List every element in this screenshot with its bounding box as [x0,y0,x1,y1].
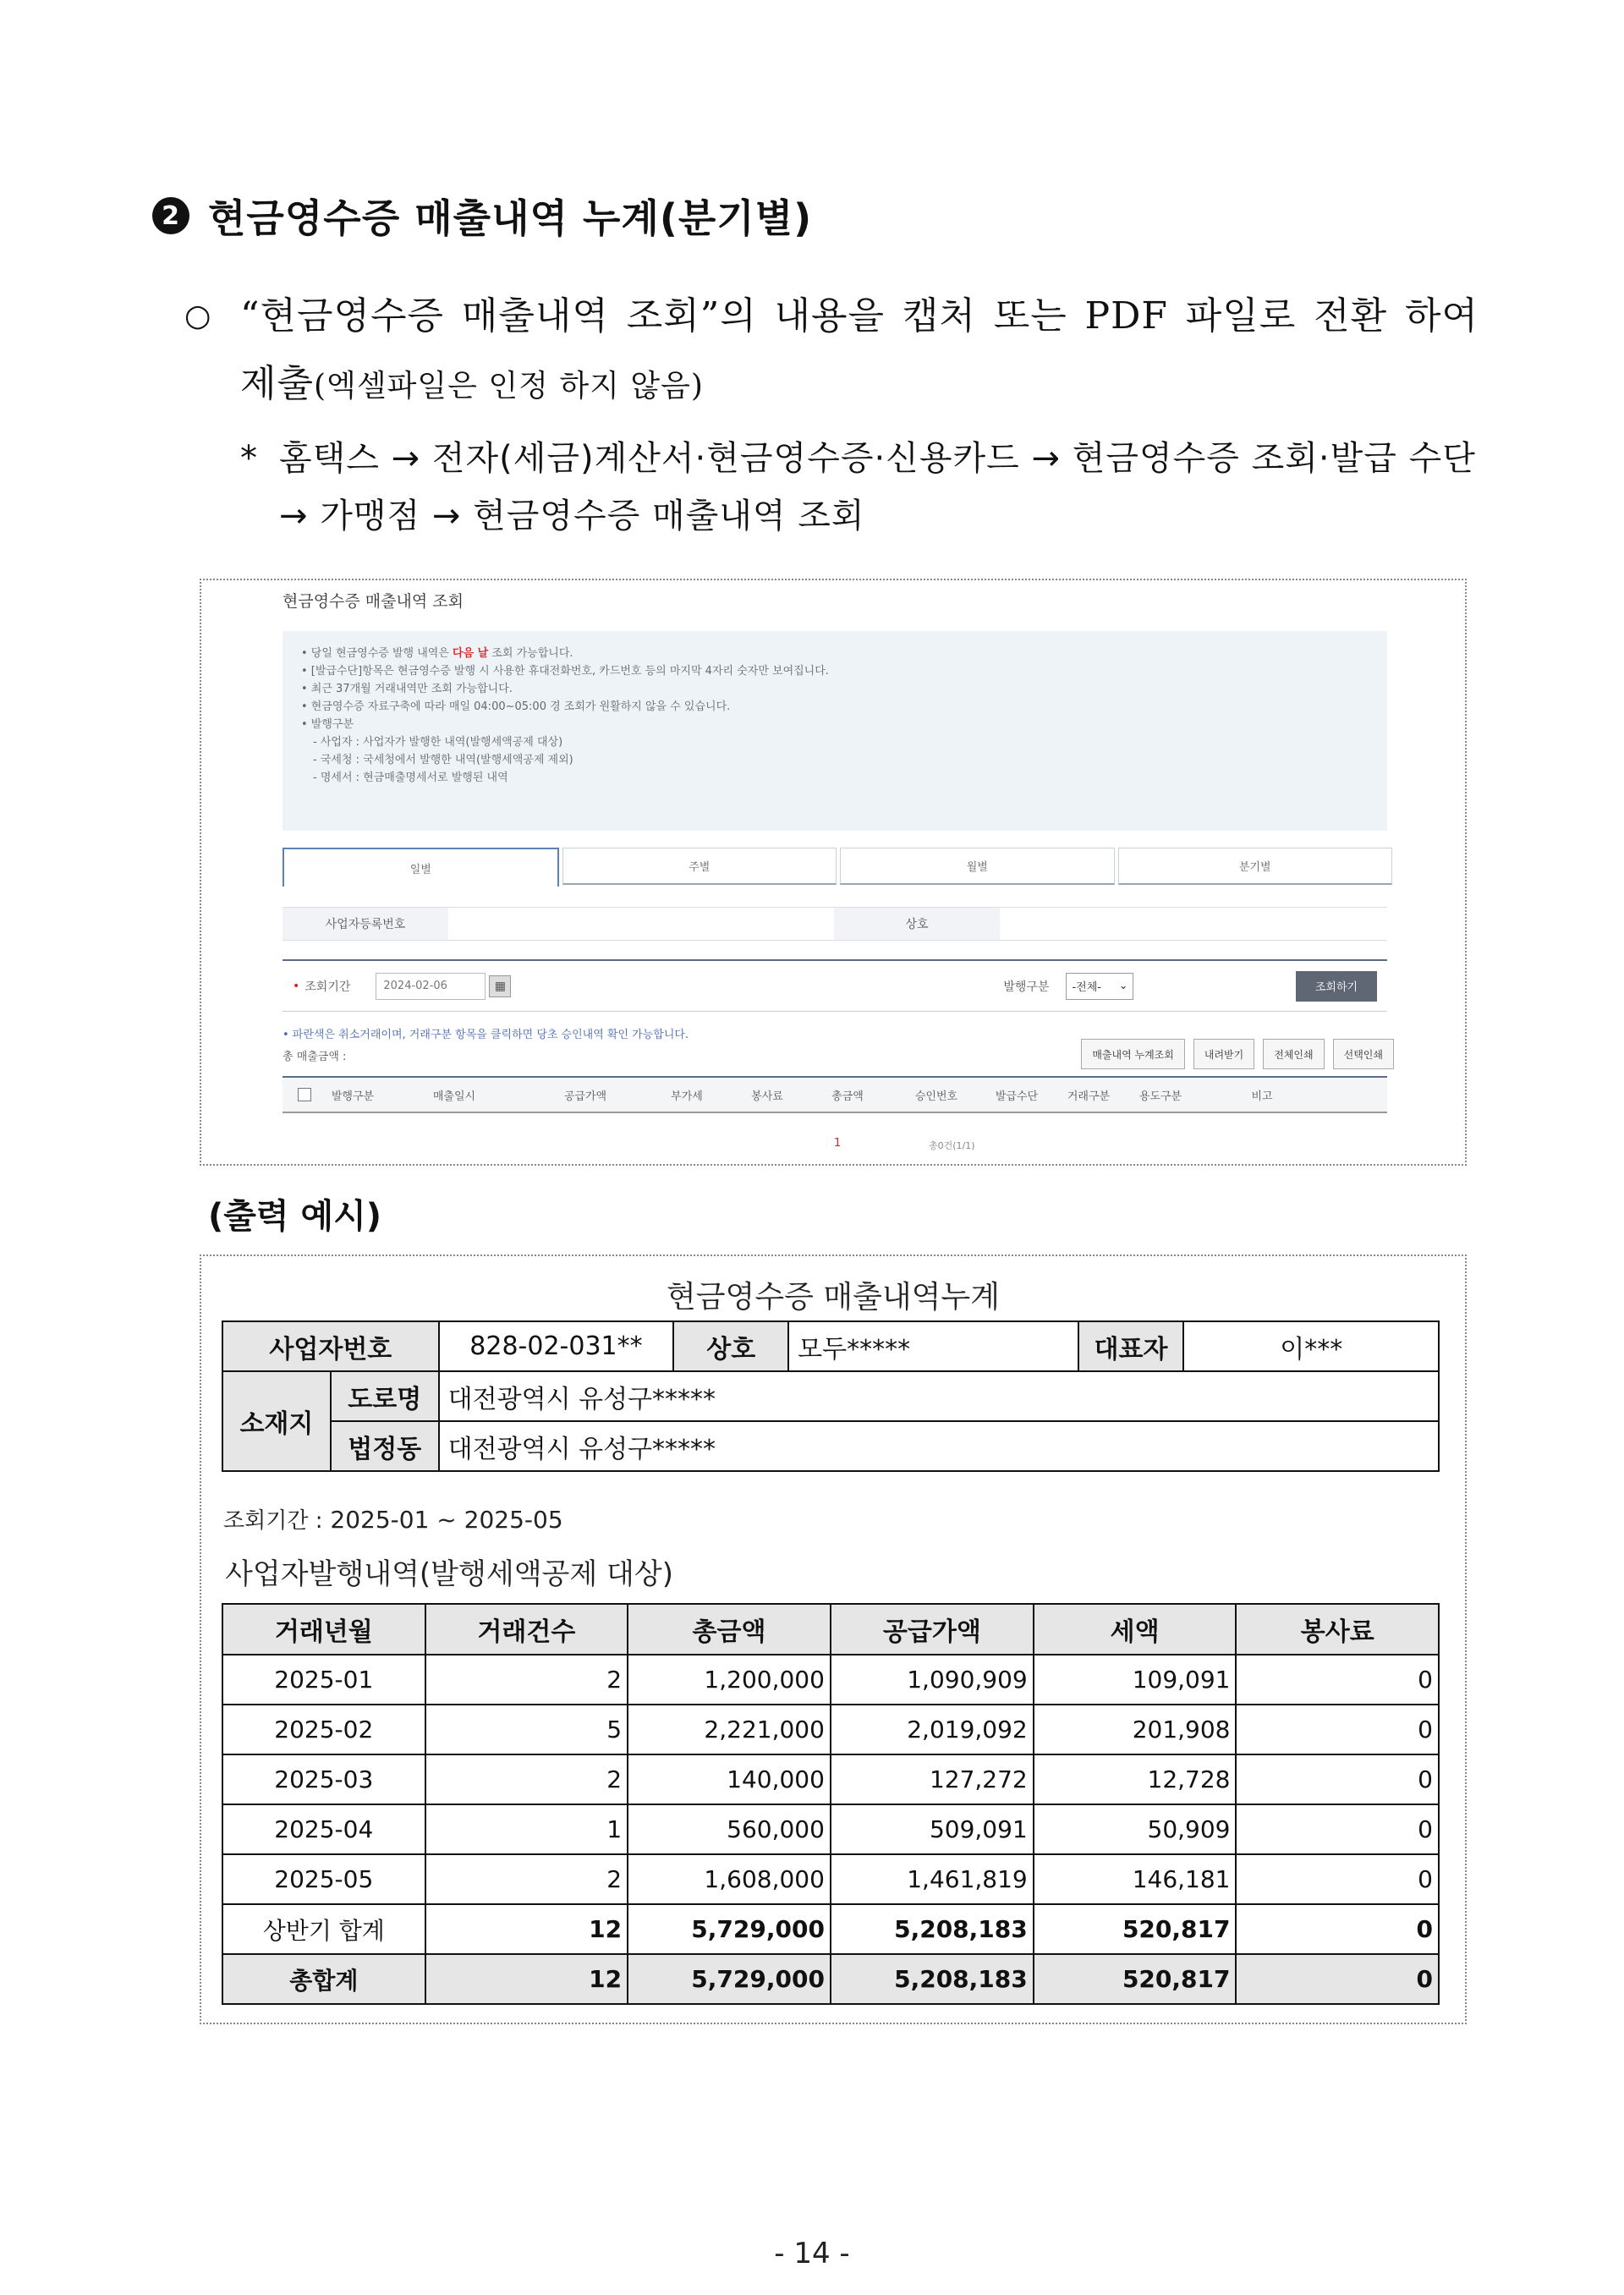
column-header: 거래구분 [1067,1090,1111,1103]
notice-line: • 최근 37개월 거래내역만 조회 가능합니다. [301,683,513,695]
column-header: 비고 [1251,1090,1273,1103]
rep-label: 대표자 [1078,1321,1184,1371]
column-header: 봉사료 [751,1090,783,1103]
column-header: 발행구분 [331,1090,375,1103]
column-header: 거래건수 [425,1604,628,1655]
report-subtitle: 사업자발행내역(발행세액공제 대상) [225,1557,673,1591]
monthly-sales-table [222,1603,1440,2005]
table-row: 2025-03 2 140,000 127,272 12,728 0 [222,1754,1439,1804]
notice-line: • [발급수단]항목은 현금영수증 발행 시 사용한 휴대전화번호, 카드번호 등의 마지막 4자리 숫자만 보여집니다. [301,665,829,678]
section-number-badge: 2 [152,197,189,234]
rep-value: 이*** [1183,1321,1439,1371]
subtotal-row: 상반기 합계 12 5,729,000 5,208,183 520,817 0 [222,1904,1439,1954]
page-number: - 14 - [774,2237,850,2270]
tab-daily[interactable]: 일별 [283,848,559,887]
address-label: 소재지 [222,1371,331,1471]
select-all-checkbox[interactable] [298,1088,311,1101]
column-header: 봉사료 [1236,1604,1439,1655]
business-name-label: 상호 [834,908,1000,940]
notice-box [283,631,1387,831]
notice-line: • 현금영수증 자료구축에 따라 매일 04:00~05:00 경 조회가 원활하지 않을 수 있습니다. [301,700,731,713]
cancel-note: • 파란색은 취소거래이며, 거래구분 항목을 클릭하면 당초 승인내역 확인 가능합니다. [283,1029,689,1041]
notice-sub-line: - 명세서 : 현금매출명세서로 발행된 내역 [313,771,508,784]
cumulative-query-button[interactable]: 매출내역 누계조회 [1081,1039,1185,1069]
report-title: 현금영수증 매출내역누계 [667,1280,1000,1315]
business-name-value [1000,908,1387,940]
screenshot-page-title: 현금영수증 매출내역 조회 [283,592,464,611]
legal-address-label: 법정동 [331,1421,439,1471]
navigation-path-note [240,430,1480,545]
table-row: 2025-05 2 1,608,000 1,461,819 146,181 0 [222,1854,1439,1904]
table-row: 2025-01 2 1,200,000 1,090,909 109,091 0 [222,1655,1439,1705]
sales-report-example [200,1255,1467,2024]
grand-total-row: 총합계 12 5,729,000 5,208,183 520,817 0 [222,1954,1439,2004]
result-table-header [283,1076,1387,1113]
column-header: 총금액 [831,1090,864,1103]
result-count: 총0건(1/1) [929,1140,975,1151]
tab-quarterly[interactable]: 분기별 [1118,848,1393,885]
business-info-row [283,907,1387,941]
name-label: 상호 [673,1321,788,1371]
road-address-label: 도로명 [331,1371,439,1421]
section-title-text: 현금영수증 매출내역 누계(분기별) [208,195,813,241]
query-period-value: 2025-01 ~ 2025-05 [330,1506,563,1534]
issue-type-label: 발행구분 [1003,980,1050,994]
print-selected-button[interactable]: 선택인쇄 [1333,1039,1394,1069]
instruction-note-text: (엑셀파일은 인정 하지 않음) [314,369,704,404]
column-header: 매출일시 [432,1090,476,1103]
road-address-value: 대전광역시 유성구***** [439,1371,1439,1421]
notice-sub-line: - 국세청 : 국세청에서 발행한 내역(발행세액공제 제외) [313,754,573,766]
asterisk-mark: * [240,439,257,478]
print-all-button[interactable]: 전체인쇄 [1263,1039,1324,1069]
notice-line: • 당일 현금영수증 발행 내역은 다음 날 조회 가능합니다. [301,647,573,660]
date-input[interactable]: 2024-02-06 [376,973,486,1000]
biz-no-value: 828-02-031** [439,1321,674,1371]
period-tabs [283,848,1396,885]
query-period-label: 조회기간 : [223,1508,323,1534]
column-header: 부가세 [671,1090,703,1103]
biz-number-label: 사업자등록번호 [283,908,448,940]
issue-type-select[interactable]: -전체- ⌄ [1066,973,1133,1000]
tab-weekly[interactable]: 주별 [562,848,837,885]
navigation-path-text: 홈택스 → 전자(세금)계산서·현금영수증·신용카드 → 현금영수증 조회·발급 수단 → 가맹점 → 현금영수증 매출내역 조회 [279,439,1476,535]
action-buttons [1081,1039,1394,1069]
page-link[interactable]: 1 [834,1137,842,1150]
column-header: 공급가액 [831,1604,1034,1655]
section-heading [152,188,812,244]
required-mark: • [293,979,300,993]
table-row: 2025-04 1 560,000 509,091 50,909 0 [222,1804,1439,1854]
output-example-label: (출력 예시) [208,1197,382,1236]
notice-sub-line: - 사업자 : 사업자가 발행한 내역(발행세액공제 대상) [313,736,563,749]
period-label: 조회기간 [304,980,351,994]
total-sales-label: 총 매출금액 : [283,1051,347,1063]
search-row [283,959,1387,1012]
name-value: 모두***** [788,1321,1078,1371]
column-header: 거래년월 [222,1604,425,1655]
business-info-table [222,1320,1440,1472]
chevron-down-icon: ⌄ [1118,980,1128,992]
instruction-main-text: “현금영수증 매출내역 조회”의 내용을 캡처 또는 PDF 파일로 전환 하여 제출 [240,294,1479,405]
column-header: 총금액 [628,1604,831,1655]
column-header: 공급가액 [563,1090,607,1103]
calendar-icon[interactable]: ▦ [489,975,511,997]
column-header: 세액 [1034,1604,1237,1655]
submission-instruction [184,283,1479,420]
legal-address-value: 대전광역시 유성구***** [439,1421,1439,1471]
column-header: 승인번호 [914,1090,958,1103]
download-button[interactable]: 내려받기 [1193,1039,1254,1069]
query-period [223,1503,563,1535]
hometax-screenshot [200,579,1467,1166]
column-header: 발급수단 [995,1090,1039,1103]
biz-no-label: 사업자번호 [222,1321,439,1371]
biz-number-value [448,908,834,940]
search-button[interactable]: 조회하기 [1296,971,1377,1002]
notice-line: • 발행구분 [301,718,354,731]
circle-bullet-icon: ○ [184,299,211,333]
tab-monthly[interactable]: 월별 [840,848,1115,885]
column-header: 용도구분 [1138,1090,1182,1103]
table-row: 2025-02 5 2,221,000 2,019,092 201,908 0 [222,1705,1439,1754]
